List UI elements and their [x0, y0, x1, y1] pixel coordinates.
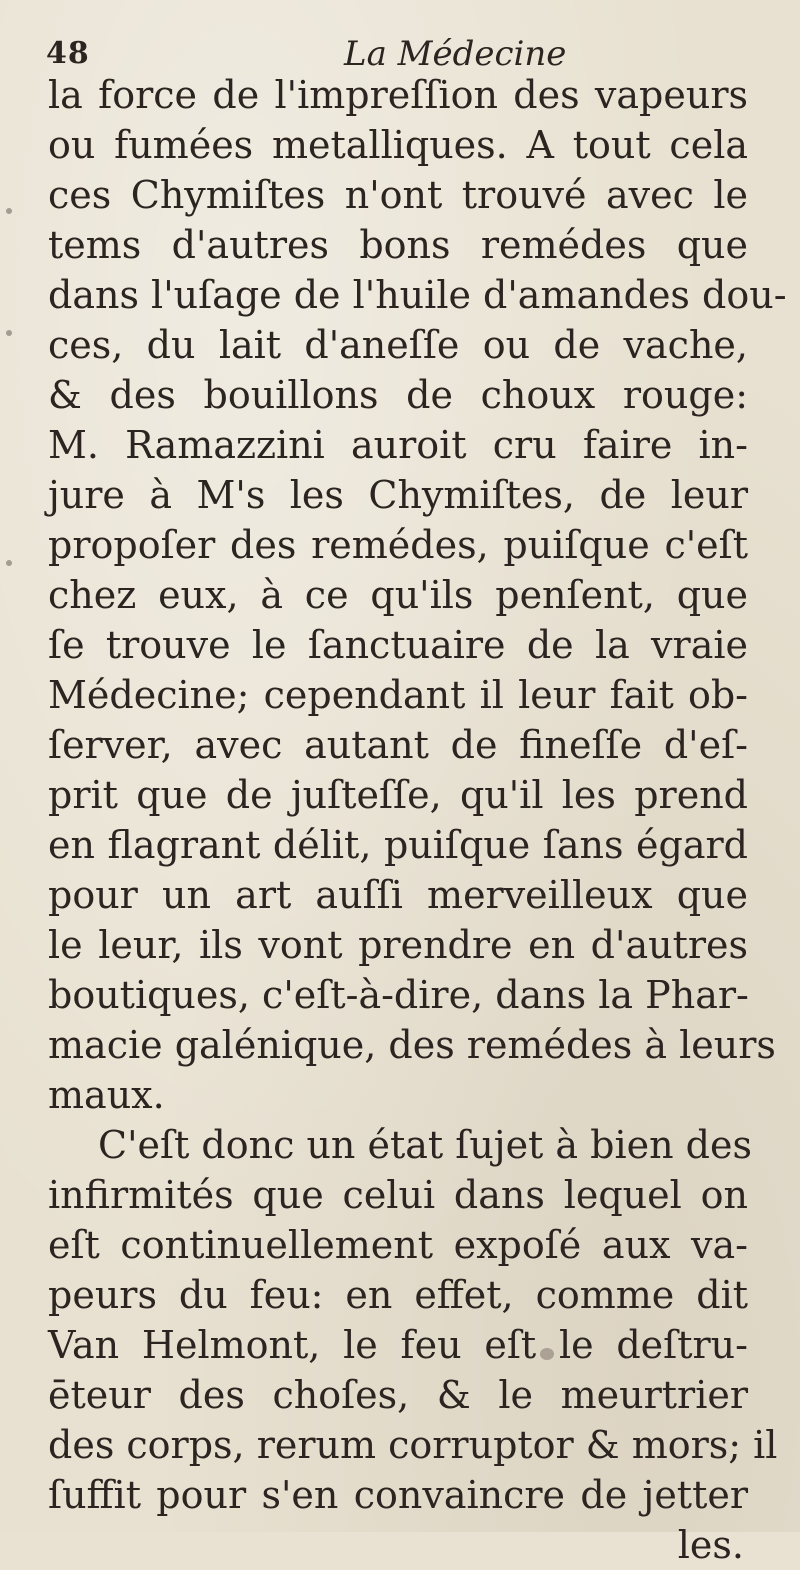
margin-speck	[6, 208, 12, 214]
text-line: la force de l'impreſſion des vapeurs	[48, 73, 748, 117]
text-line: maux.	[48, 1073, 165, 1117]
text-line: en flagrant délit, puiſque ſans égard	[48, 823, 748, 867]
text-line: infirmités que celui dans lequel on	[48, 1173, 748, 1217]
body-text	[48, 70, 787, 1570]
ink-smudge	[540, 1348, 554, 1360]
text-line: ces, du lait d'aneſſe ou de vache,	[48, 323, 748, 367]
page-number: 48	[46, 36, 90, 71]
text-line: ou fumées metalliques. A tout cela	[48, 123, 748, 167]
text-line: le leur, ils vont prendre en d'autres	[48, 923, 748, 967]
running-title: La Médecine	[344, 34, 567, 74]
text-line: tems d'autres bons remédes que	[48, 223, 748, 267]
text-line: propoſer des remédes, puiſque c'eſt	[48, 523, 748, 567]
catchword: les.	[677, 1523, 744, 1567]
text-line: Médecine; cependant il leur fait ob-	[48, 673, 748, 717]
text-line: boutiques, c'eſt-à-dire, dans la Phar-	[48, 973, 749, 1017]
text-line: ſuffit pour s'en convaincre de jetter	[48, 1473, 748, 1517]
text-line: ſerver, avec autant de fineſſe d'eſ-	[48, 723, 748, 767]
text-line: pour un art auſſi merveilleux que	[48, 873, 748, 917]
text-line: macie galénique, des remédes à leurs	[48, 1023, 776, 1067]
text-line: ces Chymiſtes n'ont trouvé avec le	[48, 173, 748, 217]
margin-speck	[6, 330, 12, 336]
text-line: chez eux, à ce qu'ils penſent, que	[48, 573, 748, 617]
text-line: & des bouillons de choux rouge:	[48, 373, 748, 417]
text-line: prit que de juſteſſe, qu'il les prend	[48, 773, 748, 817]
text-line: dans l'uſage de l'huile d'amandes dou-	[48, 273, 787, 317]
text-line: ēteur des choſes, & le meurtrier	[48, 1373, 748, 1417]
margin-speck	[6, 560, 12, 566]
text-line: C'eſt donc un état ſujet à bien des	[98, 1123, 752, 1167]
text-line: jure à M's les Chymiſtes, de leur	[48, 473, 748, 517]
text-line: des corps, rerum corruptor & mors; il	[48, 1423, 778, 1467]
text-line: peurs du feu: en effet, comme dit	[48, 1273, 748, 1317]
text-line: ſe trouve le ſanctuaire de la vraie	[48, 623, 748, 667]
text-line: M. Ramazzini auroit cru faire in-	[48, 423, 748, 467]
text-line: Van Helmont, le feu eſt le deſtru-	[48, 1323, 748, 1367]
text-line: eſt continuellement expoſé aux va-	[48, 1223, 748, 1267]
